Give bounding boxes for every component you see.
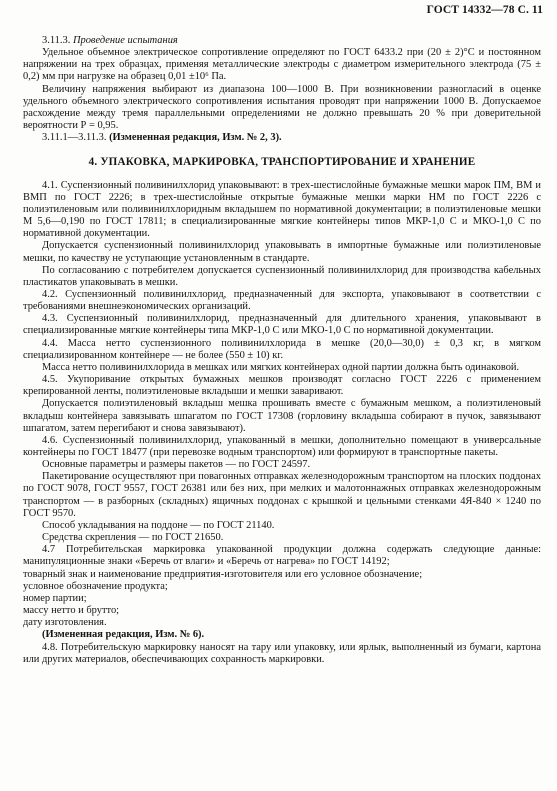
paragraph-4-5: 4.5. Укупоривание открытых бумажных мешков производят согласно ГОСТ 2226 с применением крепированной ленты, полиэтиленовые вкладыши и мешки заваривают. bbox=[23, 374, 541, 398]
paragraph: Пакетирование осуществляют при повагонных отправках железнодорожным транспортом на плоских поддонах по ГОСТ 9078, ГОСТ 9557, ГОСТ 26381 или без них, при мелких и малотоннажных отправках железнодорожным транспортом — в разборных (складных) ящичных поддонах с крышкой и цельными стенками 4Я-840 × 1240 по ГОСТ 9570. bbox=[23, 471, 541, 519]
amendment-note: (Измененная редакция, Изм. № 6). bbox=[42, 629, 205, 641]
paragraph: Допускается полиэтиленовый вкладыш мешка прошивать вместе с бумажным мешком, а полиэтиленовый вкладыш контейнера завязывать шпагатом по ГОСТ 17308 (горловину вкладыша собирают в пучок, завязывают шпагатом, затем перегибают и снова завязывают). bbox=[23, 398, 541, 434]
paragraph-4-6: 4.6. Суспензионный поливинилхлорид, упакованный в мешки, дополнительно помещают в универсальные контейнеры по ГОСТ 18477 (при перевозке водным транспортом) или формируют в транспортные пакеты. bbox=[23, 434, 541, 458]
paragraph-4-2: 4.2. Суспензионный поливинилхлорид, предназначенный для экспорта, упаковывают в соответствии с требованиями внешнеэкономических организаций. bbox=[23, 288, 541, 313]
list-line: условное обозначение продукта; bbox=[23, 580, 168, 592]
paragraph: Средства скрепления — по ГОСТ 21650. bbox=[42, 532, 224, 544]
paragraph: Масса нетто поливинилхлорида в мешках или мягких контейнерах одной партии должна быть одинаковой. bbox=[42, 361, 520, 373]
paragraph: Удельное объемное электрическое сопротивление определяют по ГОСТ 6433.2 при (20 ± 2)°С и постоянном напряжении на трех образцах, применяя металлические электроды с диаметром измерительного электрода (75 ± 0,2) мм при нагрузке на образец 0,01 ±10⁶ Па. bbox=[23, 47, 541, 83]
paragraph-4-1: 4.1. Суспензионный поливинилхлорид упаковывают: в трех-шестислойные бумажные мешки марок ПМ, ВМ и ВМП по ГОСТ 2226; в трех-шестислойные открытые бумажные мешки марки НМ по ГОСТ 2226 с полиэтиленовым или поливинилхлоридным вкладышем по нормативной документации; в полиэтиленовые мешки М 5,6—0,190 по ГОСТ 17811; в специализированные мягкие контейнеры типов МКР-1,0 С и МКО-1,0 С по нормативной документации. bbox=[23, 179, 541, 240]
paragraph-4-7: 4.7 Потребительская маркировка упакованной продукции должна содержать следующие данные: манипуляционные знаки «Беречь от влаги» и «Беречь от нагрева» по ГОСТ 14192; bbox=[23, 544, 541, 568]
list-line: дату изготовления. bbox=[23, 617, 107, 629]
amendment-note bbox=[23, 132, 541, 144]
paragraph-4-3: 4.3. Суспензионный поливинилхлорид, предназначенный для длительного хранения, упаковывают в специализированные мягкие контейнеры типа МКР-1,0 С или МКО-1,0 С по нормативной документации. bbox=[23, 313, 541, 337]
amendment-text: (Измененная редакция, Изм. № 2, 3). bbox=[109, 132, 282, 144]
paragraph: Способ укладывания на поддоне — по ГОСТ 21140. bbox=[42, 519, 275, 531]
paragraph: Допускается суспензионный поливинилхлорид упаковывать в импортные бумажные или полиэтиленовые мешки, по качеству не уступающие установленным в стандарте. bbox=[23, 240, 541, 264]
page-header: ГОСТ 14332—78 С. 11 bbox=[426, 4, 543, 16]
list-line: товарный знак и наименование предприятия-изготовителя или его условное обозначение; bbox=[23, 568, 423, 580]
paragraph: Основные параметры и размеры пакетов — по ГОСТ 24597. bbox=[42, 459, 311, 471]
paragraph-3-11-3-heading bbox=[23, 35, 541, 47]
clause-number: 3.11.3. bbox=[42, 35, 71, 46]
list-line: номер партии; bbox=[23, 592, 87, 604]
paragraph: Величину напряжения выбирают из диапазона 100—1000 В. При возникновении разногласий в оценке удельного объемного электрического сопротивления испытания проводят при напряжении 1000 В. Допускаемое расхождение между тремя параллельными определениями не должно превышать 20 % при доверительной вероятности Р = 0,95. bbox=[23, 83, 541, 132]
list-line: массу нетто и брутто; bbox=[23, 605, 120, 617]
paragraph-4-4: 4.4. Масса нетто суспензионного поливинилхлорида в мешке (20,0—30,0) ± 0,3 кг, в мягком специализированном контейнере — не более (550 ± 10) кг. bbox=[23, 337, 541, 361]
clause-range: 3.11.1—3.11.3. bbox=[42, 132, 107, 144]
paragraph: По согласованию с потребителем допускается суспензионный поливинилхлорид для производства кабельных пластикатов упаковывать в мешки. bbox=[23, 264, 541, 288]
clause-title: Проведение испытания bbox=[72, 35, 178, 46]
section-title: 4. УПАКОВКА, МАРКИРОВКА, ТРАНСПОРТИРОВАНИЕ И ХРАНЕНИЕ bbox=[88, 156, 476, 169]
paragraph-4-8: 4.8. Потребительскую маркировку наносят на тару или упаковку, или ярлык, выполненный из бумаги, картона или других материалов, обеспечивающих сохранность маркировки. bbox=[23, 641, 541, 665]
document-body bbox=[23, 35, 541, 666]
